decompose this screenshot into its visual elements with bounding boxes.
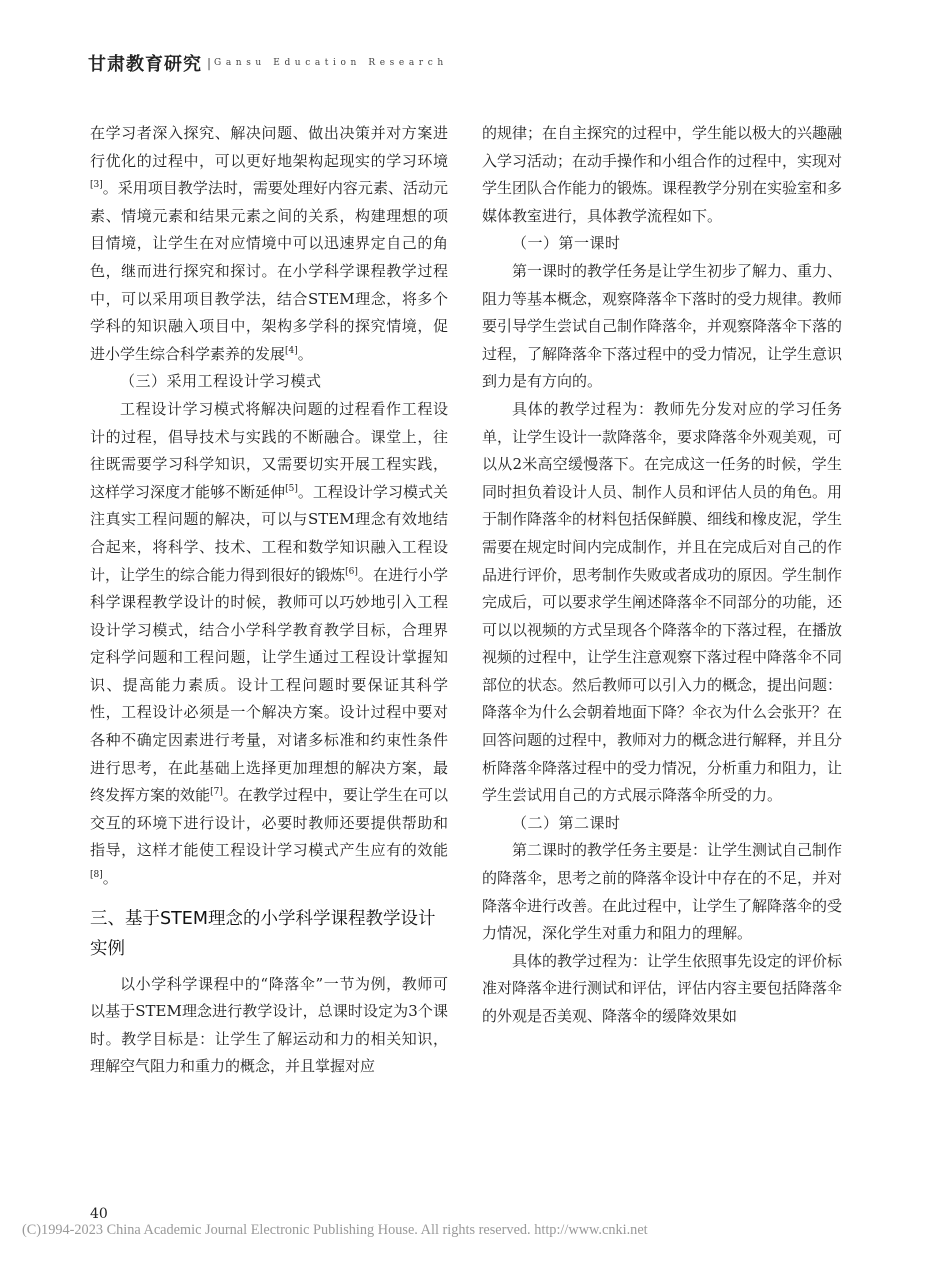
text-run: 。在教学过程中，要让学生在可以交互的环境下进行设计，必要时教师还要提供帮助和指导，这样才能使工程设计学习模式产生应有的效能 [90, 786, 448, 860]
citation: [8] [90, 870, 103, 881]
paragraph-project-teaching [90, 120, 448, 368]
running-header [88, 52, 448, 74]
subheading-lesson-1: （一）第一课时 [512, 234, 621, 253]
subheading-engineering-design: （三）采用工程设计学习模式 [120, 372, 322, 391]
citation: [5] [285, 483, 298, 494]
left-column [90, 120, 448, 1081]
paragraph-lesson-1-task: 第一课时的教学任务是让学生初步了解力、重力、阻力等基本概念，观察降落伞下落时的受力规律。教师要引导学生尝试自己制作降落伞，并观察降落伞下落的过程，了解降落伞下落过程中的受力情况，让学生意识到力是有方向的。 [482, 261, 843, 391]
citation: [7] [210, 787, 223, 798]
section-heading: 三、基于STEM理念的小学科学课程教学设计实例 [90, 908, 436, 959]
citation: [4] [285, 345, 298, 356]
text-run: 。 [297, 344, 313, 363]
paragraph-continued: 的规律；在自主探究的过程中，学生能以极大的兴趣融入学习活动；在动手操作和小组合作的过程中，实现对学生团队合作能力的锻炼。课程教学分别在实验室和多媒体教室进行，具体教学流程如下。 [482, 124, 843, 225]
paragraph-lesson-1-process: 具体的教学过程为：教师先分发对应的学习任务单，让学生设计一款降落伞，要求降落伞外观美观，可以从2米高空缓慢落下。在完成这一任务的时候，学生同时担负着设计人员、制作人员和评估人员的角色。用于制作降落伞的材料包括保鲜膜、细线和橡皮泥，学生需要在规定时间内完成制作，并且在完成后对自己的作品进行评价，思考制作失败或者成功的原因。学生制作完成后，可以要求学生阐述降落伞不同部分的功能，还可以以视频的方式呈现各个降落伞的下落过程，在播放视频的过程中，让学生注意观察下落过程中降落伞不同部位的状态。然后教师可以引入力的概念，提出问题：降落伞为什么会朝着地面下降？伞衣为什么会张开？在回答问题的过程中，教师对力的概念进行解释，并且分析降落伞降落过程中的受力情况，分析重力和阻力，让学生尝试用自己的方式展示降落伞所受的力。 [482, 399, 843, 805]
paragraph-lesson-2-process: 具体的教学过程为：让学生依照事先设定的评价标准对降落伞进行测试和评估，评估内容主要包括降落伞的外观是否美观、降落伞的缓降效果如 [482, 951, 843, 1025]
citation: [3] [90, 180, 103, 191]
copyright-notice: (C)1994-2023 China Academic Journal Electronic Publishing House. All rights reserved. http://www.cnki.net [22, 1222, 648, 1238]
text-run: 。采用项目教学法时，需要处理好内容元素、活动元素、情境元素和结果元素之间的关系，构建理想的项目情境，让学生在对应情境中可以迅速界定自己的角色，继而进行探究和探讨。在小学科学课程教学过程中，可以采用项目教学法，结合STEM理念，将多个学科的知识融入项目中，架构多学科的探究情境，促进小学生综合科学素养的发展 [90, 179, 448, 363]
text-run: 在学习者深入探究、解决问题、做出决策并对方案进行优化的过程中，可以更好地架构起现实的学习环境 [90, 124, 448, 170]
header-separator: | [207, 56, 212, 70]
journal-title-en: Gansu Education Research [214, 58, 448, 68]
page-number: 40 [90, 1206, 108, 1222]
citation: [6] [345, 566, 358, 577]
right-column [482, 120, 842, 1031]
text-run: 。 [102, 869, 118, 888]
subheading-lesson-2: （二）第二课时 [512, 813, 621, 832]
paragraph-lesson-2-task: 第二课时的教学任务主要是：让学生测试自己制作的降落伞，思考之前的降落伞设计中存在的不足，并对降落伞进行改善。在此过程中，让学生了解降落伞的受力情况，深化学生对重力和阻力的理解。 [482, 841, 843, 943]
text-run: 。在进行小学科学课程教学设计的时候，教师可以巧妙地引入工程设计学习模式，结合小学科学教育教学目标，合理界定科学问题和工程问题，让学生通过工程设计掌握知识、提高能力素质。设计工程问题时要保证其科学性，工程设计必须是一个解决方案。设计过程中要对各种不确定因素进行考量，对诸多标准和约束性条件进行思考，在此基础上选择更加理想的解决方案，最终发挥方案的效能 [90, 565, 448, 805]
text-run: 工程设计学习模式将解决问题的过程看作工程设计的过程，倡导技术与实践的不断融合。课堂上，往往既需要学习科学知识，又需要切实开展工程实践，这样学习深度才能够不断延伸 [90, 399, 448, 501]
paragraph-parachute-example: 以小学科学课程中的“降落伞”一节为例，教师可以基于STEM理念进行教学设计，总课时设定为3个课时。教学目标是：让学生了解运动和力的相关知识，理解空气阻力和重力的概念，并且掌握对应 [90, 974, 448, 1076]
paragraph-engineering-design [90, 396, 448, 893]
text-run: 。工程设计学习模式关注真实工程问题的解决，可以与STEM理念有效地结合起来，将科学、技术、工程和数学知识融入工程设计，让学生的综合能力得到很好的锻炼 [90, 482, 448, 584]
journal-title-cn: 甘肃教育研究 [88, 54, 202, 75]
